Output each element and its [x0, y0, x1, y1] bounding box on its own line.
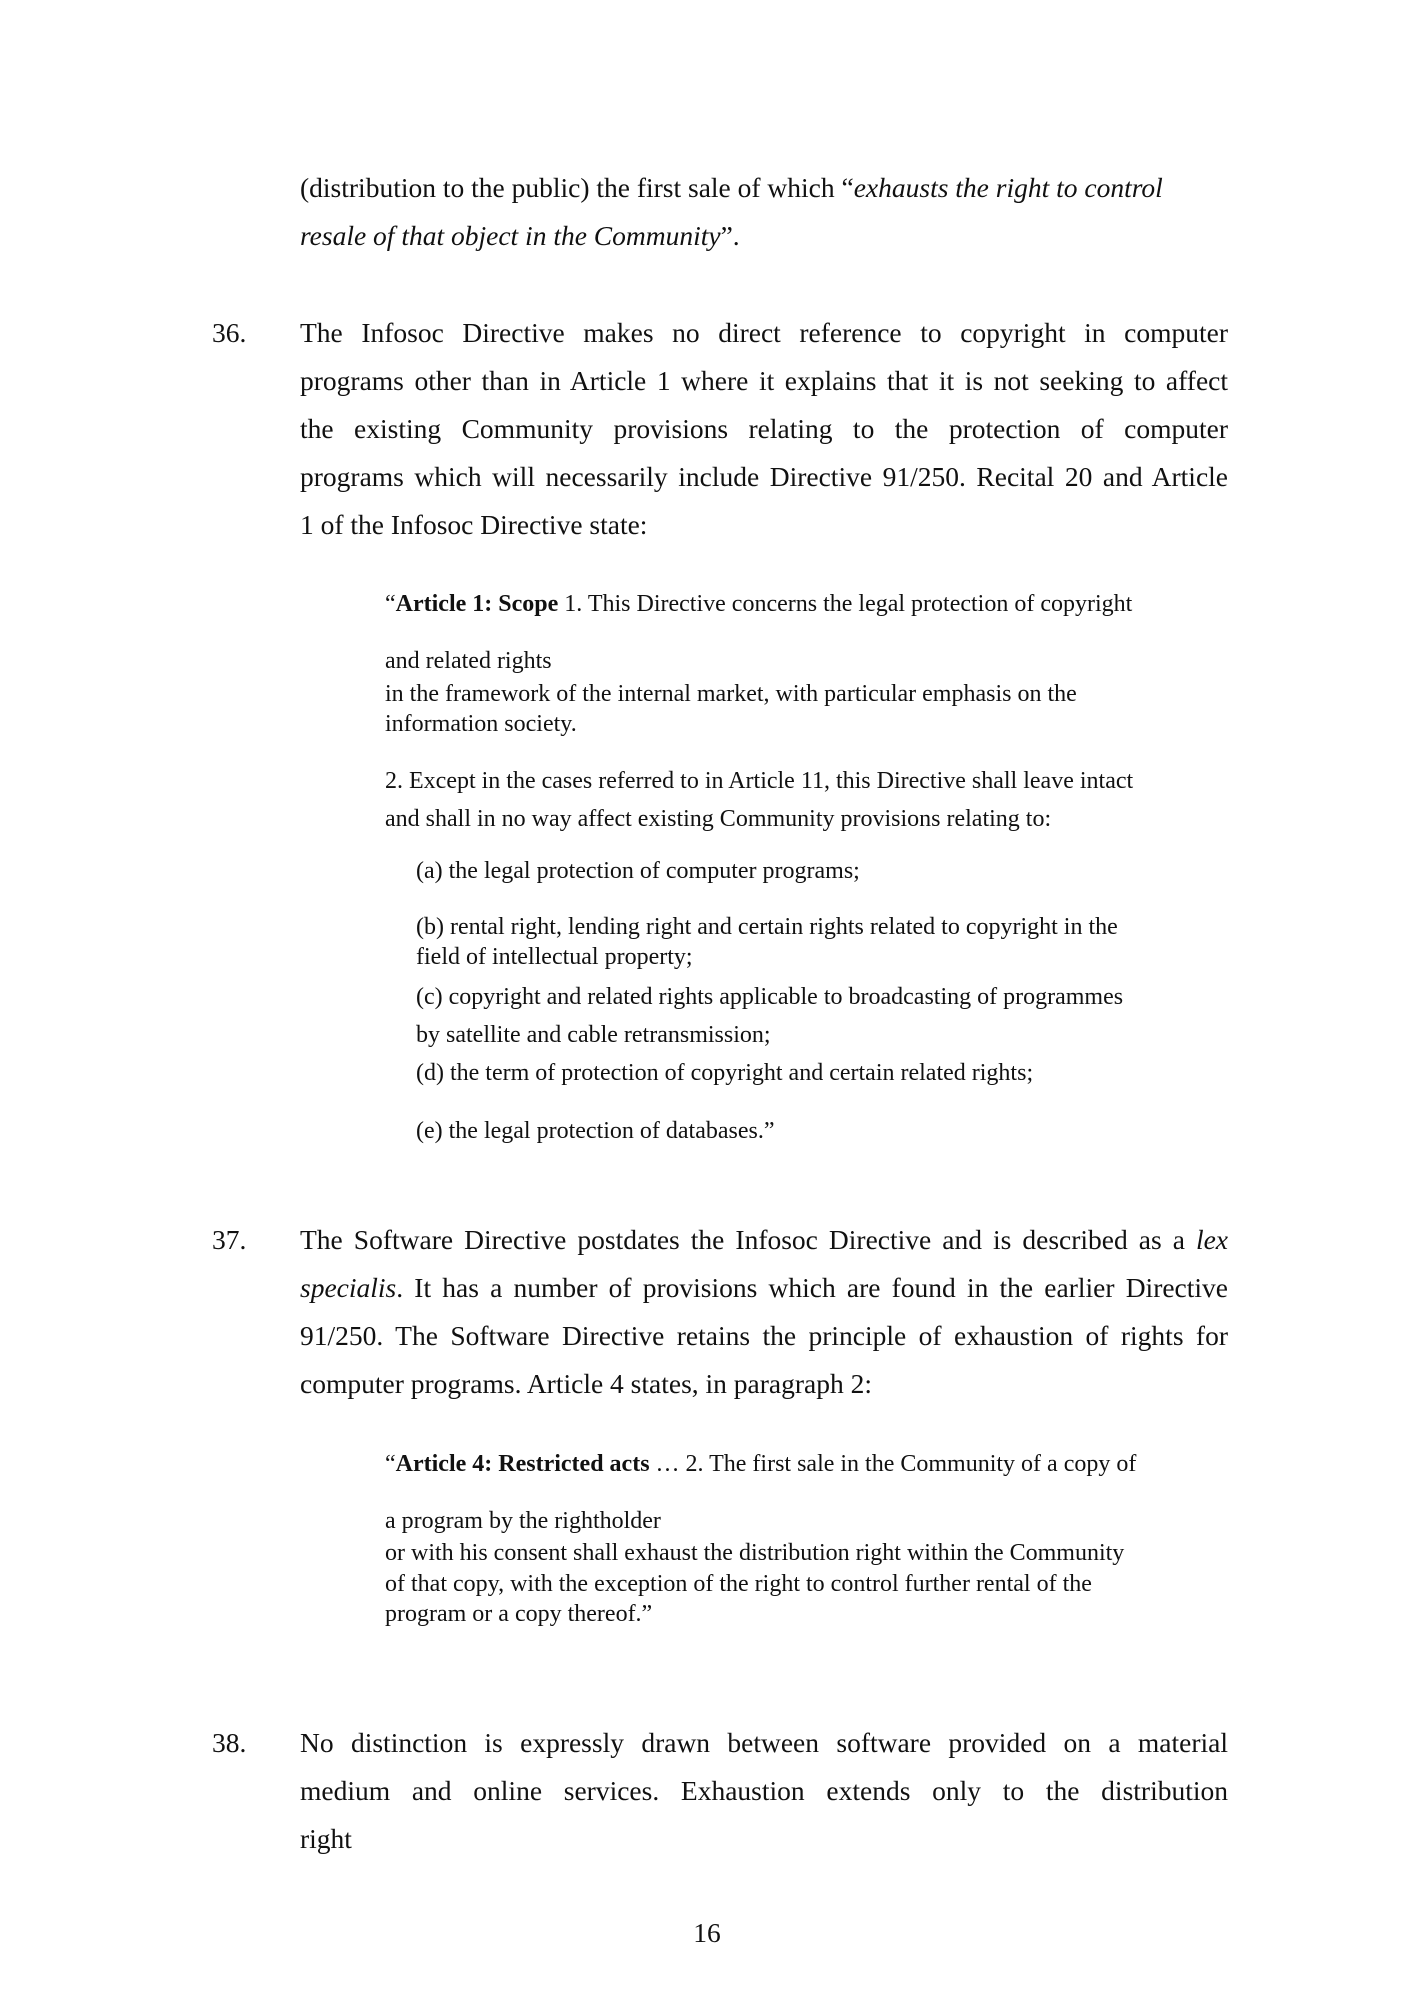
quote-line: and related rights [385, 648, 552, 674]
italic-quote: resale of that object in the Community [300, 220, 721, 251]
paragraph-37-line: computer programs. Article 4 states, in paragraph 2: [300, 1368, 872, 1399]
text: ”. [720, 220, 740, 251]
text: The Software Directive postdates the Infosoc Directive and is described as a [300, 1224, 1196, 1255]
italic-quote: exhausts the right to control [853, 172, 1163, 203]
quote-list-item-d: (d) the term of protection of copyright and certain related rights; [416, 1060, 1034, 1086]
paragraph-37-line [300, 1224, 1228, 1256]
quote-list-item-c: (c) copyright and related rights applicable to broadcasting of programmes [416, 984, 1124, 1010]
paragraph-38-line: right [300, 1823, 352, 1854]
article-heading: Article 4: Restricted acts [395, 1451, 650, 1477]
quote-list-item-a: (a) the legal protection of computer programs; [416, 858, 860, 884]
open-quote: “ [385, 591, 396, 617]
quote-line: and shall in no way affect existing Community provisions relating to: [385, 806, 1052, 832]
article-heading: Article 1: Scope [395, 591, 559, 617]
paragraph-38-line: No distinction is expressly drawn between software provided on a material [300, 1727, 1228, 1758]
paragraph-37-line [300, 1272, 1228, 1304]
italic-term: specialis [300, 1272, 397, 1303]
paragraph-36-line: programs other than in Article 1 where it explains that it is not seeking to affect [300, 365, 1228, 396]
italic-term: lex [1195, 1224, 1228, 1255]
continuation-line-1 [300, 172, 1205, 204]
quote-line: program or a copy thereof.” [385, 1601, 653, 1627]
paragraph-number-36: 36. [212, 317, 247, 348]
quote-line: of that copy, with the exception of the right to control further rental of the [385, 1571, 1092, 1597]
quote-list-item-b: (b) rental right, lending right and certain rights related to copyright in the [416, 914, 1118, 940]
open-quote: “ [385, 1451, 396, 1477]
paragraph-number-38: 38. [212, 1727, 247, 1758]
quote-line: 2. Except in the cases referred to in Article 11, this Directive shall leave intact [385, 768, 1134, 794]
continuation-line-2 [300, 220, 740, 252]
paragraph-37-line: 91/250. The Software Directive retains the principle of exhaustion of rights for [300, 1320, 1228, 1351]
quote-line: in the framework of the internal market, with particular emphasis on the [385, 681, 1077, 707]
paragraph-36-line: 1 of the Infosoc Directive state: [300, 509, 648, 540]
page-number: 16 [693, 1917, 721, 1948]
quote-list-item-b-cont: field of intellectual property; [416, 944, 693, 970]
paragraph-36-line: programs which will necessarily include Directive 91/250. Recital 20 and Article [300, 461, 1228, 492]
paragraph-36-line: the existing Community provisions relating to the protection of computer [300, 413, 1228, 444]
paragraph-38-line: medium and online services. Exhaustion extends only to the distribution [300, 1775, 1228, 1806]
quote-line: a program by the rightholder [385, 1508, 661, 1534]
paragraph-number-37: 37. [212, 1224, 247, 1255]
text: (distribution to the public) the first sale of which “ [300, 172, 854, 203]
quote-line: information society. [385, 711, 577, 737]
text: 1. This Directive concerns the legal protection of copyright [558, 591, 1133, 617]
text: … 2. The first sale in the Community of a copy of [649, 1451, 1137, 1477]
quote-line: or with his consent shall exhaust the distribution right within the Community [385, 1540, 1125, 1566]
quote-list-item-e: (e) the legal protection of databases.” [416, 1118, 775, 1144]
quote-list-item-c-cont: by satellite and cable retransmission; [416, 1022, 771, 1048]
quote-article-1-heading-line [385, 591, 1132, 618]
text: . It has a number of provisions which are found in the earlier Directive [396, 1272, 1228, 1303]
quote-article-4-heading-line [385, 1451, 1136, 1478]
paragraph-36-line: The Infosoc Directive makes no direct reference to copyright in computer [300, 317, 1228, 348]
